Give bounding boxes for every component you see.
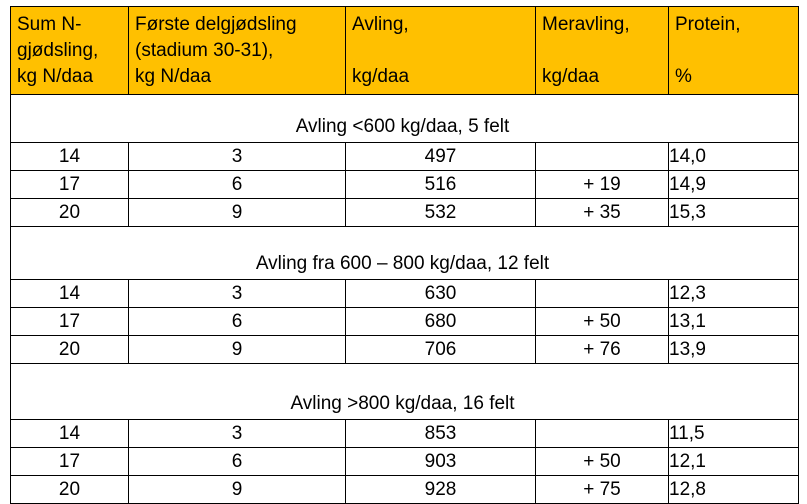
cell-extra-yield: + 19: [536, 171, 669, 199]
cell-extra-yield: + 50: [536, 448, 669, 476]
header-line: Avling,: [352, 14, 409, 35]
table-row: [11, 448, 799, 476]
cell-yield: 680: [346, 308, 536, 336]
header-line: Sum N-: [17, 14, 82, 35]
cell-extra-yield: [536, 420, 669, 448]
cell-sum-n: 17: [11, 448, 129, 476]
header-line: kg N/daa: [17, 66, 94, 87]
cell-first-split: 3: [129, 143, 346, 171]
cell-sum-n: 20: [11, 199, 129, 227]
fertilizer-yield-table: [10, 6, 799, 504]
cell-protein: 13,1: [669, 308, 799, 336]
yield-table-container: [10, 6, 798, 504]
header-line: Meravling,: [542, 14, 630, 35]
section-heading-cell: [11, 364, 799, 420]
cell-extra-yield: + 75: [536, 476, 669, 504]
table-row: [11, 308, 799, 336]
section-heading-row: [11, 364, 799, 420]
section-heading-label: Avling >800 kg/daa, 16 felt: [290, 393, 515, 414]
header-line: kg/daa: [542, 66, 600, 87]
header-line: kg N/daa: [135, 66, 212, 87]
header-line: (stadium 30-31),: [135, 40, 274, 61]
cell-first-split: 6: [129, 171, 346, 199]
cell-protein: 11,5: [669, 420, 799, 448]
cell-first-split: 9: [129, 199, 346, 227]
cell-protein: 14,0: [669, 143, 799, 171]
cell-first-split: 6: [129, 308, 346, 336]
header-cell-extra-yield: [536, 7, 669, 95]
cell-yield: 497: [346, 143, 536, 171]
table-row: [11, 171, 799, 199]
cell-first-split: 9: [129, 476, 346, 504]
header-line: Protein,: [675, 14, 741, 35]
cell-yield: 903: [346, 448, 536, 476]
header-line: kg/daa: [352, 66, 410, 87]
cell-sum-n: 17: [11, 171, 129, 199]
table-row: [11, 280, 799, 308]
cell-protein: 12,8: [669, 476, 799, 504]
cell-first-split: 6: [129, 448, 346, 476]
cell-extra-yield: [536, 280, 669, 308]
table-row: [11, 476, 799, 504]
header-cell-protein: [669, 7, 799, 95]
cell-protein: 12,3: [669, 280, 799, 308]
section-heading-row: [11, 227, 799, 280]
header-cell-first-split: [129, 7, 346, 95]
cell-sum-n: 20: [11, 336, 129, 364]
section-heading-label: Avling fra 600 – 800 kg/daa, 12 felt: [255, 253, 550, 274]
cell-first-split: 9: [129, 336, 346, 364]
header-line-spacer: [675, 38, 798, 64]
section-heading-cell: [11, 95, 799, 143]
header-line-spacer: [352, 38, 535, 64]
cell-protein: 13,9: [669, 336, 799, 364]
cell-extra-yield: [536, 143, 669, 171]
table-header-row: [11, 7, 799, 95]
cell-extra-yield: + 76: [536, 336, 669, 364]
table-row: [11, 199, 799, 227]
cell-yield: 532: [346, 199, 536, 227]
table-row: [11, 143, 799, 171]
header-line: gjødsling,: [17, 40, 99, 61]
header-line: %: [675, 66, 692, 87]
section-heading-label: Avling <600 kg/daa, 5 felt: [295, 116, 510, 137]
cell-yield: 853: [346, 420, 536, 448]
cell-yield: 516: [346, 171, 536, 199]
cell-first-split: 3: [129, 420, 346, 448]
table-row: [11, 420, 799, 448]
header-line: Første delgjødsling: [135, 14, 297, 35]
header-line-spacer: [542, 38, 668, 64]
cell-protein: 15,3: [669, 199, 799, 227]
cell-protein: 12,1: [669, 448, 799, 476]
header-cell-sum-n: [11, 7, 129, 95]
cell-protein: 14,9: [669, 171, 799, 199]
cell-sum-n: 14: [11, 420, 129, 448]
cell-sum-n: 17: [11, 308, 129, 336]
header-cell-yield: [346, 7, 536, 95]
cell-sum-n: 20: [11, 476, 129, 504]
cell-yield: 630: [346, 280, 536, 308]
cell-yield: 706: [346, 336, 536, 364]
cell-sum-n: 14: [11, 143, 129, 171]
section-heading-row: [11, 95, 799, 143]
cell-sum-n: 14: [11, 280, 129, 308]
table-row: [11, 336, 799, 364]
cell-yield: 928: [346, 476, 536, 504]
section-heading-cell: [11, 227, 799, 280]
cell-extra-yield: + 35: [536, 199, 669, 227]
cell-extra-yield: + 50: [536, 308, 669, 336]
cell-first-split: 3: [129, 280, 346, 308]
